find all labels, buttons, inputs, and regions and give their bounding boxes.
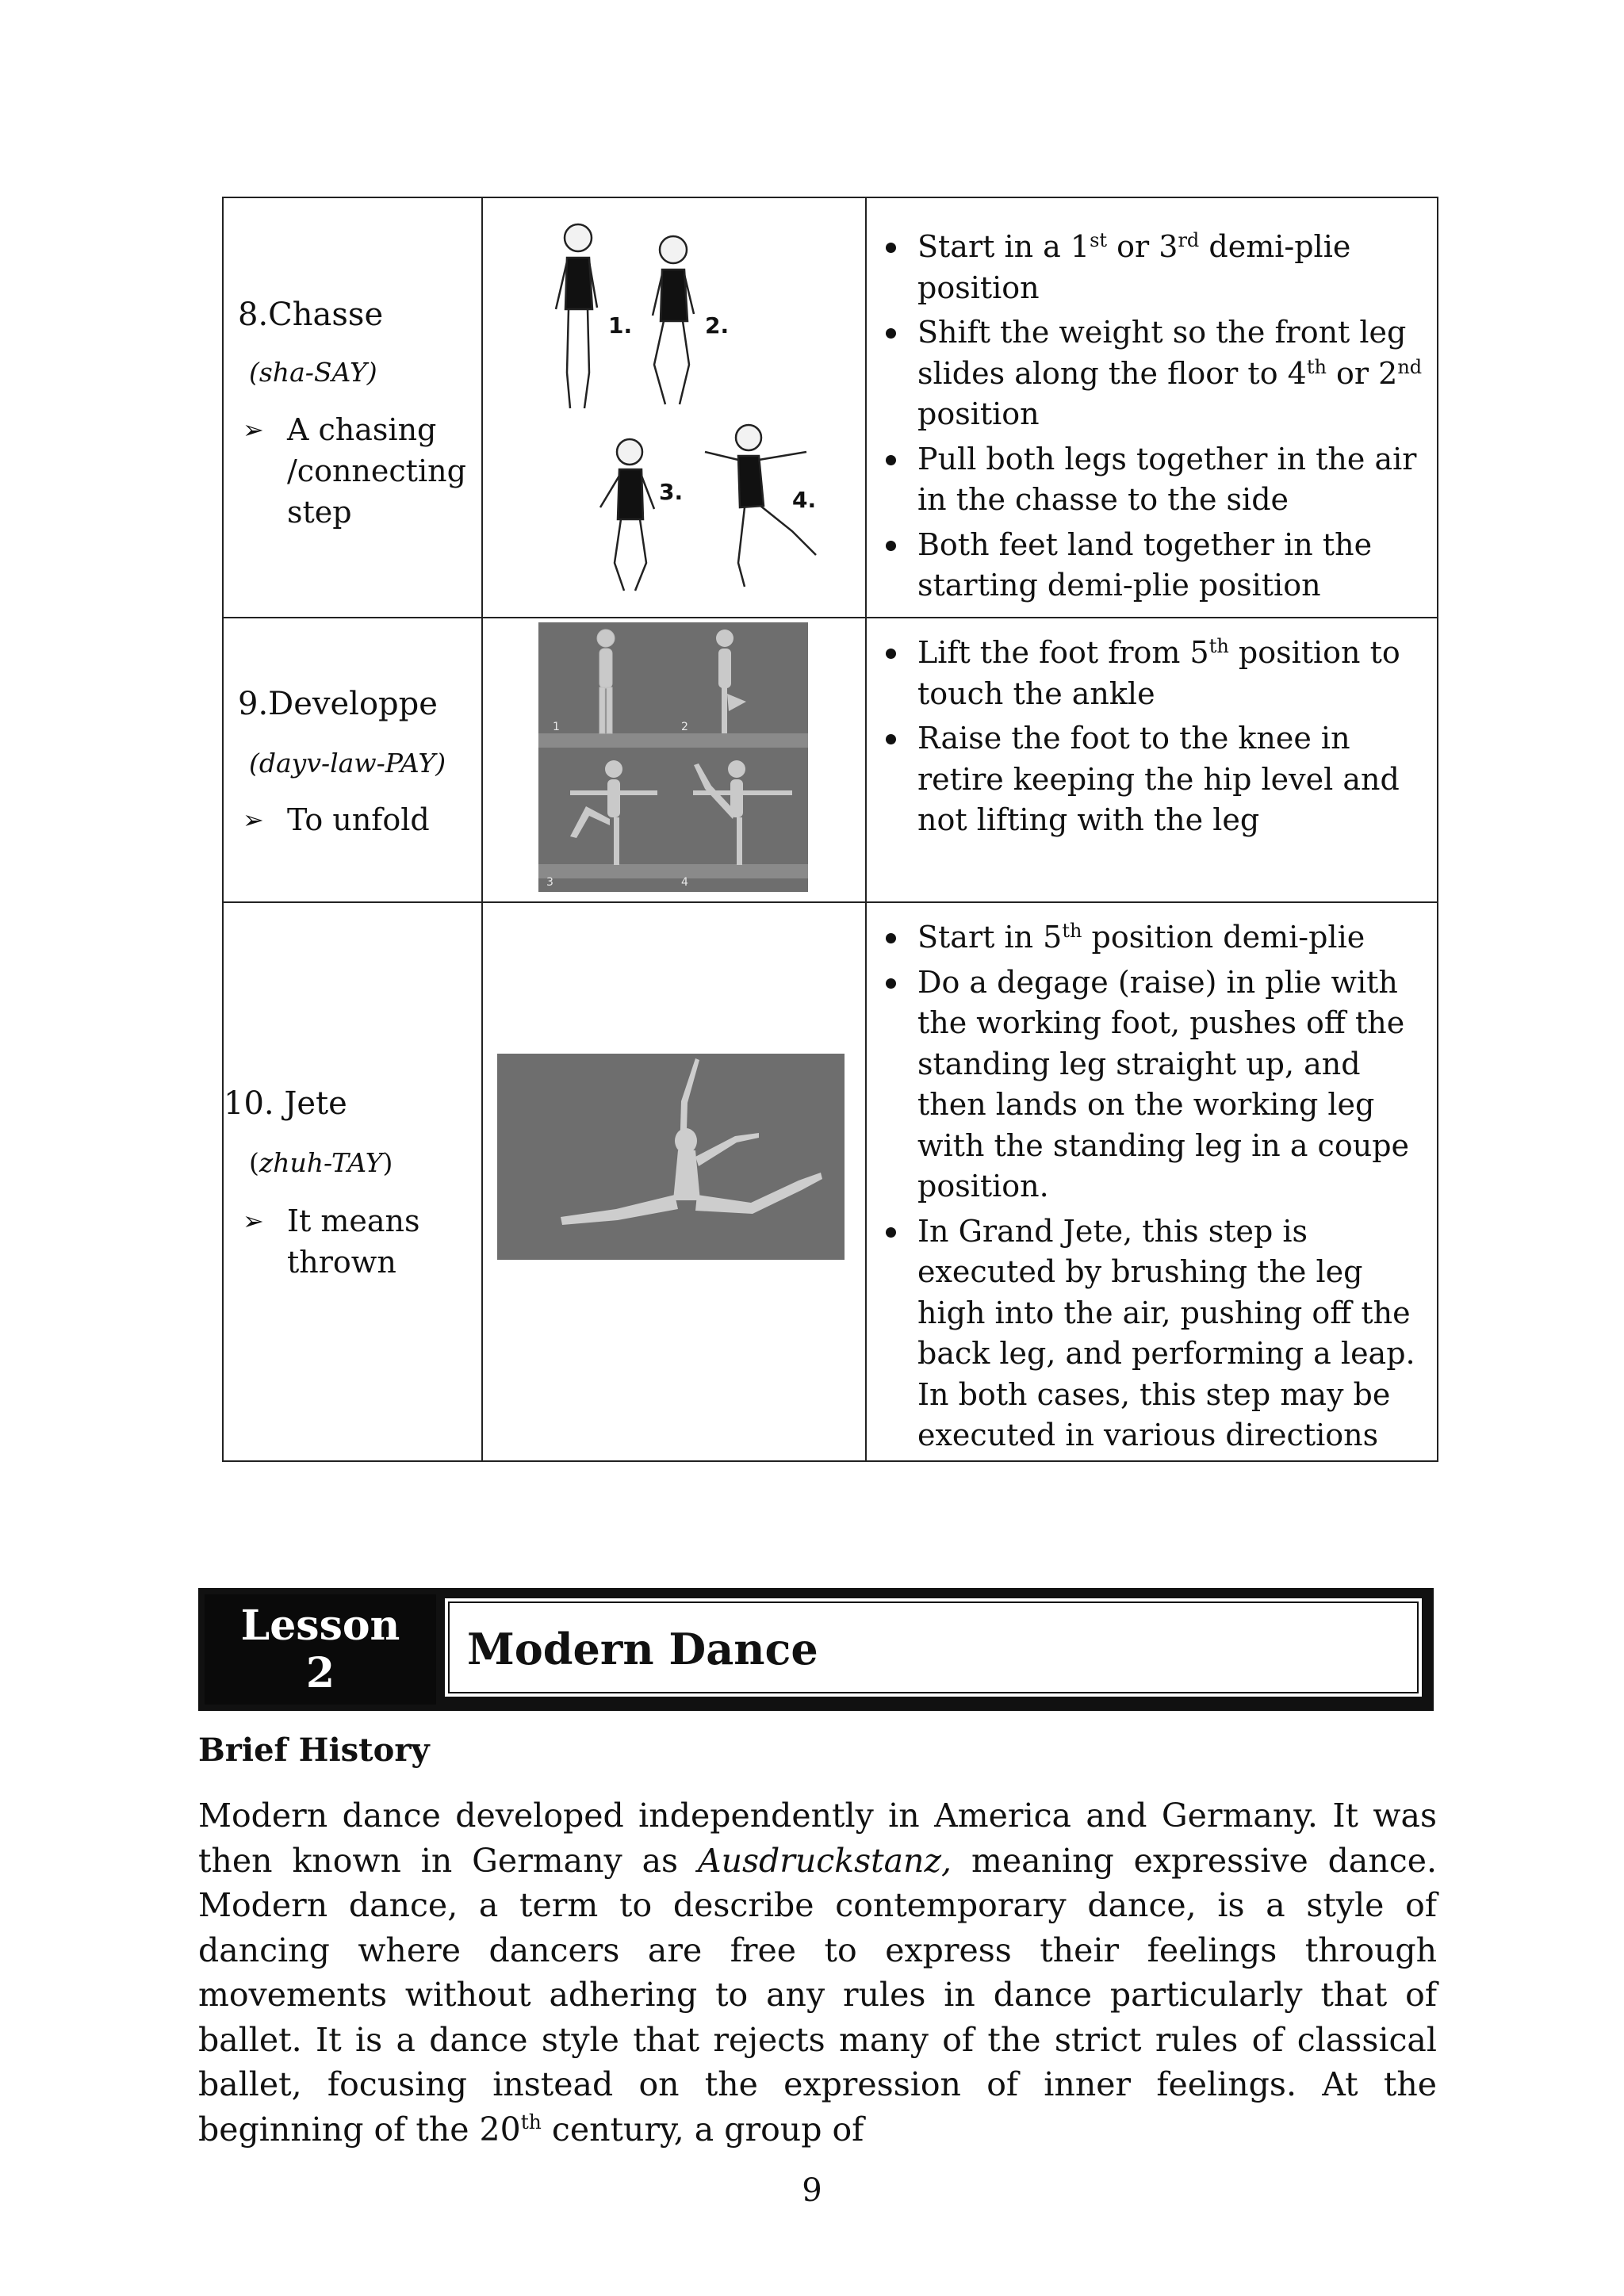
step-name-cell [223, 902, 482, 1461]
lesson-title-box [442, 1596, 1424, 1699]
step-instructions-list [867, 198, 1437, 607]
step-illustration-cell [482, 197, 866, 618]
meaning-text: To unfold [287, 802, 430, 837]
figure-label: 4. [792, 487, 817, 513]
step-description-cell [866, 197, 1438, 618]
list-item: Shift the weight so the front leg slides along the floor to 4th or 2nd position [867, 312, 1437, 435]
meaning-text: It means thrown [287, 1203, 420, 1280]
meaning [243, 1200, 449, 1283]
table-row [223, 618, 1438, 902]
meaning-text: A chasing /connecting step [287, 412, 466, 530]
dancer-figure-2 [653, 236, 694, 404]
table-row [223, 197, 1438, 618]
pronunciation: (dayv-law-PAY) [249, 748, 446, 779]
step-instructions-list [867, 903, 1437, 1456]
step-name-cell [223, 618, 482, 902]
ballet-steps-table [222, 197, 1438, 1462]
pronunciation: (sha-SAY) [249, 357, 377, 388]
step-name-cell [223, 197, 482, 618]
figure-label: 3 [546, 876, 553, 889]
list-item: Start in a 1st or 3rd demi-plie position [867, 227, 1437, 308]
step-number: 9. [238, 686, 269, 722]
step-title [224, 1085, 347, 1122]
meaning [243, 409, 481, 533]
list-item: Raise the foot to the knee in retire keeping the hip level and not lifting with the leg [867, 718, 1437, 841]
developpe-illustration [538, 622, 808, 892]
pronunciation: (zhuh-TAY) [249, 1147, 393, 1178]
figure-label: 2 [681, 721, 688, 733]
dancer-figure-3 [600, 439, 654, 591]
figure-label: 1 [553, 721, 560, 733]
step-illustration-cell [482, 618, 866, 902]
step-name: Jete [284, 1085, 347, 1122]
section-heading: Brief History [198, 1732, 430, 1769]
step-description-cell [866, 618, 1438, 902]
lesson-number-label: Lesson 2 [205, 1594, 436, 1705]
list-item: Do a degage (raise) in plie with the working foot, pushes off the standing leg straight up, and then lands on the working leg with the standing leg in a coupe position. [867, 962, 1437, 1207]
list-item: Lift the foot from 5th position to touch the ankle [867, 633, 1437, 714]
step-description-cell [866, 902, 1438, 1461]
step-name: Developpe [268, 686, 438, 722]
jete-illustration [497, 1054, 845, 1260]
step-number: 8. [238, 297, 269, 333]
figure-label: 2. [705, 312, 730, 339]
body-paragraph: Modern dance developed independently in America and Germany. It was then known in Germany as Ausdruckstanz, meaning expressive dance. Modern dance, a term to describe contemporary dance, is a style of dancing where dancers are free to express their feelings through movements without adhering to any rules in dance particularly that of ballet. It is a dance style that rejects many of the strict rules of classical ballet, focusing instead on the expression of inner feelings. At the beginning of the 20th century, a group of [198, 1797, 1437, 2149]
step-illustration-cell [482, 902, 866, 1461]
step-title [238, 686, 438, 722]
chasse-illustration [515, 214, 832, 603]
step-number: 10. [224, 1085, 274, 1122]
figure-label: 4 [681, 876, 688, 889]
step-name: Chasse [268, 297, 384, 333]
list-item: Both feet land together in the starting demi-plie position [867, 525, 1437, 607]
figure-label: 1. [608, 312, 633, 339]
list-item: In Grand Jete, this step is executed by brushing the leg high into the air, pushing off the back leg, and performing a leap. In both cases, this step may be executed in various directions [867, 1211, 1437, 1456]
list-item: Pull both legs together in the air in the chasse to the side [867, 439, 1437, 521]
page-number: 9 [802, 2172, 822, 2209]
arrow-bullet-icon: ➢ [243, 1206, 264, 1236]
lesson-header [198, 1588, 1434, 1711]
step-title [238, 297, 383, 333]
arrow-bullet-icon: ➢ [243, 415, 264, 445]
lesson-title: Modern Dance [467, 1624, 818, 1674]
table-row [223, 902, 1438, 1461]
arrow-bullet-icon: ➢ [243, 805, 264, 835]
meaning [243, 799, 481, 840]
step-instructions-list [867, 618, 1437, 841]
list-item: Start in 5th position demi-plie [867, 917, 1437, 959]
dancer-figure-1 [556, 224, 597, 408]
figure-label: 3. [659, 479, 684, 505]
